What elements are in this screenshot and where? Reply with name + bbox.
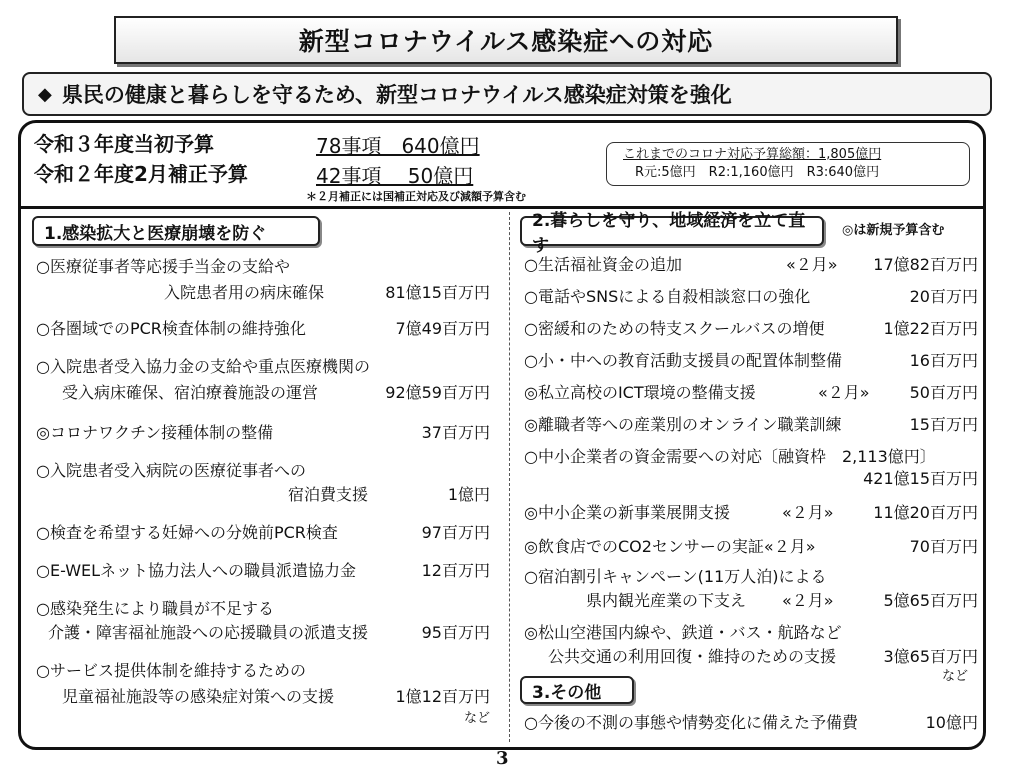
r3-budget-value: 78事項 640億円 — [316, 134, 480, 158]
list-item: ◎飲食店でのCO2センサーの実証«２月» — [524, 537, 816, 556]
list-item: ○中小企業者の資金需要への対応〔融資枠 2,113億円〕 — [524, 447, 936, 466]
list-item: ○今後の不測の事態や情勢変化に備えた予備費 — [524, 713, 858, 732]
section3-heading-text: 3.その他 — [532, 682, 602, 703]
list-item: ○サービス提供体制を維持するための — [36, 661, 306, 680]
page-title-text: 新型コロナウイルス感染症への対応 — [298, 27, 714, 56]
page-title — [114, 16, 898, 64]
list-item: ○密緩和のための特支スクールバスの増便 — [524, 319, 825, 338]
list-item: ◎離職者等への産業別のオンライン職業訓練 — [524, 415, 842, 434]
item-amount: 81億15百万円 — [385, 283, 490, 302]
r2-budget-value: 42事項 50億円 — [316, 164, 474, 188]
item-amount: 37百万円 — [421, 423, 490, 442]
list-item: 児童福祉施設等の感染症対策への支援 — [62, 687, 335, 706]
list-item: ○生活福祉資金の追加 — [524, 255, 682, 274]
item-amount: 7億49百万円 — [395, 319, 490, 338]
section1-heading-text: 1.感染拡大と医療崩壊を防ぐ — [44, 223, 267, 244]
policy-banner — [22, 72, 992, 116]
list-item: 介護・障害福祉施設への応援職員の派遣支援 — [48, 623, 369, 642]
item-amount: 11億20百万円 — [873, 503, 978, 522]
section2-heading — [520, 211, 824, 256]
item-amount: 20百万円 — [909, 287, 978, 306]
banner-text: 県民の健康と暮らしを守るため、新型コロナウイルス感染症対策を強化 — [61, 83, 732, 107]
r3-budget-label: 令和３年度当初予算 — [34, 132, 214, 156]
total-budget-box — [606, 142, 970, 186]
list-item: ◎松山空港国内線や、鉄道・バス・航路など — [524, 623, 842, 642]
item-amount: 12百万円 — [421, 561, 490, 580]
item-amount: 1億22百万円 — [883, 319, 978, 338]
item-amount: 50百万円 — [909, 383, 978, 402]
feb-tag: «２月» — [786, 255, 838, 274]
item-amount: 10億円 — [925, 713, 978, 732]
r2-budget-label: 令和２年度2月補正予算 — [34, 162, 248, 186]
list-item: ◎私立高校のICT環境の整備支援 — [524, 383, 756, 402]
new-budget-legend: ◎は新規予算含む — [842, 223, 945, 238]
column-separator — [509, 212, 510, 742]
item-amount: 1億円 — [447, 485, 490, 504]
list-item: 公共交通の利用回復・維持のための支援 — [548, 647, 837, 666]
list-item: ◎コロナワクチン接種体制の整備 — [36, 423, 274, 442]
list-item: ○感染発生により職員が不足する — [36, 599, 274, 618]
item-amount: 3億65百万円 — [883, 647, 978, 666]
page-number: 3 — [496, 748, 509, 769]
list-item: ○小・中への教育活動支援員の配置体制整備 — [524, 351, 842, 370]
list-item: 受入病床確保、宿泊療養施設の運営 — [62, 383, 319, 402]
item-amount: 92億59百万円 — [385, 383, 490, 402]
item-amount: 15百万円 — [909, 415, 978, 434]
list-item: ○入院患者受入病院の医療従事者への — [36, 461, 306, 480]
item-amount: 16百万円 — [909, 351, 978, 370]
section2-heading-text: 2.暮らしを守り、地域経済を立て直す — [532, 211, 806, 256]
list-item: ○電話やSNSによる自殺相談窓口の強化 — [524, 287, 811, 306]
divider-line — [20, 206, 984, 209]
item-amount: 17億82百万円 — [873, 255, 978, 274]
section1-heading — [32, 216, 320, 246]
list-item: ○検査を希望する妊婦への分娩前PCR検査 — [36, 523, 338, 542]
item-amount: 1億12百万円 — [395, 687, 490, 706]
diamond-icon: ◆ — [38, 83, 52, 105]
item-amount: 95百万円 — [421, 623, 490, 642]
list-item: ◎中小企業の新事業展開支援 — [524, 503, 730, 522]
item-amount: 70百万円 — [909, 537, 978, 556]
list-item: 県内観光産業の下支え — [586, 591, 747, 610]
item-amount: 97百万円 — [421, 523, 490, 542]
total-budget-line: これまでのコロナ対応予算総額：1,805億円 — [623, 147, 882, 162]
list-item: ○E-WELネット協力法人への職員派遣協力金 — [36, 561, 357, 580]
item-amount: 5億65百万円 — [883, 591, 978, 610]
feb-tag: «２月» — [782, 503, 834, 522]
etc-note: など — [463, 711, 490, 726]
list-item: ○宿泊割引キャンペーン(11万人泊)による — [524, 567, 827, 586]
feb-tag: «２月» — [818, 383, 870, 402]
list-item: ○各圏域でのPCR検査体制の維持強化 — [36, 319, 306, 338]
budget-note: ＊２月補正には国補正対応及び減額予算含む — [306, 190, 526, 203]
etc-note: など — [941, 669, 968, 684]
list-item: ○医療従事者等応援手当金の支給や — [36, 257, 290, 276]
item-amount: 421億15百万円 — [863, 469, 978, 488]
list-item: 宿泊費支援 — [288, 485, 369, 504]
total-budget-breakdown: R元:5億円 R2:1,160億円 R3:640億円 — [635, 165, 880, 180]
section3-heading — [520, 676, 634, 704]
list-item: ○入院患者受入協力金の支給や重点医療機関の — [36, 357, 370, 376]
list-item: 入院患者用の病床確保 — [164, 283, 325, 302]
feb-tag: «２月» — [782, 591, 834, 610]
